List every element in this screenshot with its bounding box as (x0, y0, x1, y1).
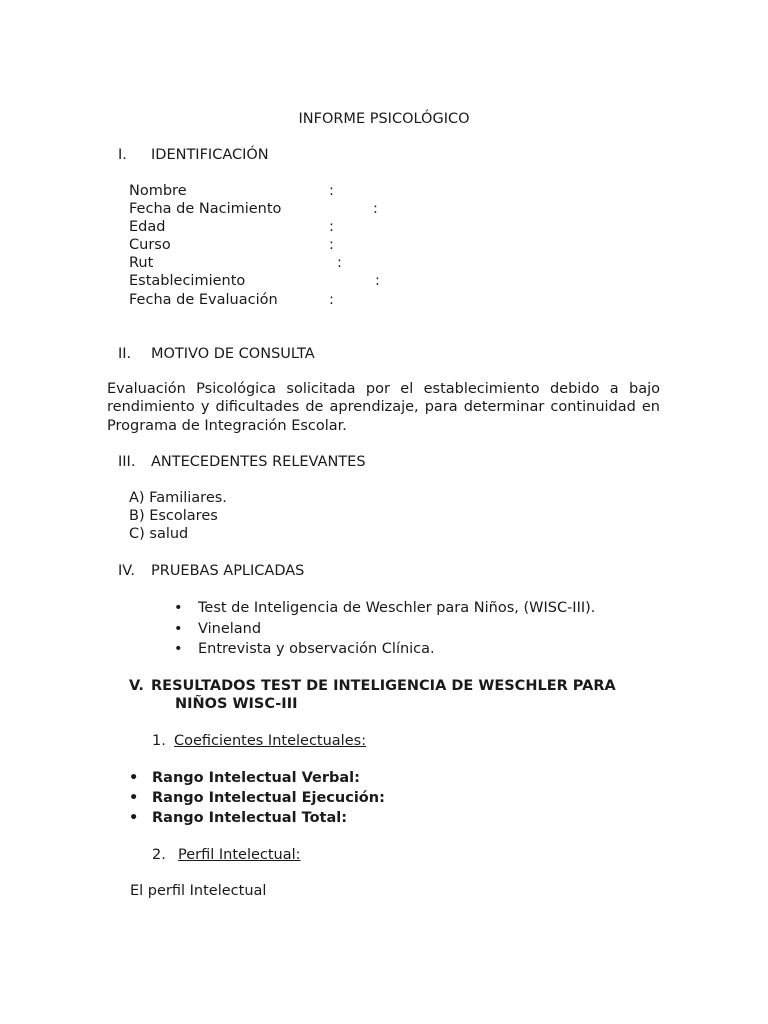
field-label-rut: Rut (129, 255, 154, 271)
field-colon: : (329, 292, 334, 308)
field-label-establecimiento: Establecimiento (129, 273, 246, 289)
bullet-icon: • (174, 641, 183, 657)
field-colon: : (329, 219, 334, 235)
section-number-5: V. (129, 678, 144, 694)
bullet-icon: • (129, 790, 139, 806)
field-label-fecha-evaluacion: Fecha de Evaluación (129, 292, 278, 308)
subsection-title-coeficientes: Coeficientes Intelectuales: (174, 733, 367, 749)
motivo-paragraph: Evaluación Psicológica solicitada por el establecimiento debido a bajo rendimiento y dificultades de aprendizaje, para determinar continuidad en Programa de Integración Escolar. (107, 381, 660, 434)
subsection-title-perfil: Perfil Intelectual: (178, 847, 301, 863)
section-title-antecedentes: ANTECEDENTES RELEVANTES (151, 454, 366, 470)
field-colon: : (375, 273, 380, 289)
section-number-3: III. (118, 454, 136, 470)
antecedente-item: C) salud (129, 526, 189, 542)
rango-item: Rango Intelectual Ejecución: (152, 790, 385, 806)
report-title: INFORME PSICOLÓGICO (298, 111, 470, 127)
bullet-icon: • (174, 621, 183, 637)
section-title-resultados-cont: NIÑOS WISC-III (175, 696, 298, 712)
field-colon: : (329, 237, 334, 253)
field-label-edad: Edad (129, 219, 166, 235)
antecedente-item: A) Familiares. (129, 490, 227, 506)
rango-item: Rango Intelectual Verbal: (152, 770, 360, 786)
bullet-icon: • (129, 810, 139, 826)
field-colon: : (337, 255, 342, 271)
antecedente-item: B) Escolares (129, 508, 218, 524)
field-colon: : (329, 183, 334, 199)
section-title-identificacion: IDENTIFICACIÓN (151, 147, 269, 163)
subsection-number-1: 1. (152, 733, 166, 749)
section-title-motivo: MOTIVO DE CONSULTA (151, 346, 315, 362)
field-label-nombre: Nombre (129, 183, 187, 199)
bullet-icon: • (174, 600, 183, 616)
field-colon: : (373, 201, 378, 217)
closing-text: El perfil Intelectual (130, 883, 267, 899)
section-title-resultados: RESULTADOS TEST DE INTELIGENCIA DE WESCHLER PARA (151, 678, 616, 694)
prueba-item: Vineland (198, 621, 262, 637)
field-label-curso: Curso (129, 237, 171, 253)
prueba-item: Test de Inteligencia de Weschler para Niños, (WISC-III). (198, 600, 596, 616)
section-number-4: IV. (118, 563, 135, 579)
section-number-1: I. (118, 147, 127, 163)
section-number-2: II. (118, 346, 132, 362)
bullet-icon: • (129, 770, 139, 786)
subsection-number-2: 2. (152, 847, 166, 863)
prueba-item: Entrevista y observación Clínica. (198, 641, 435, 657)
rango-item: Rango Intelectual Total: (152, 810, 348, 826)
field-label-fecha-nacimiento: Fecha de Nacimiento (129, 201, 282, 217)
section-title-pruebas: PRUEBAS APLICADAS (151, 563, 305, 579)
